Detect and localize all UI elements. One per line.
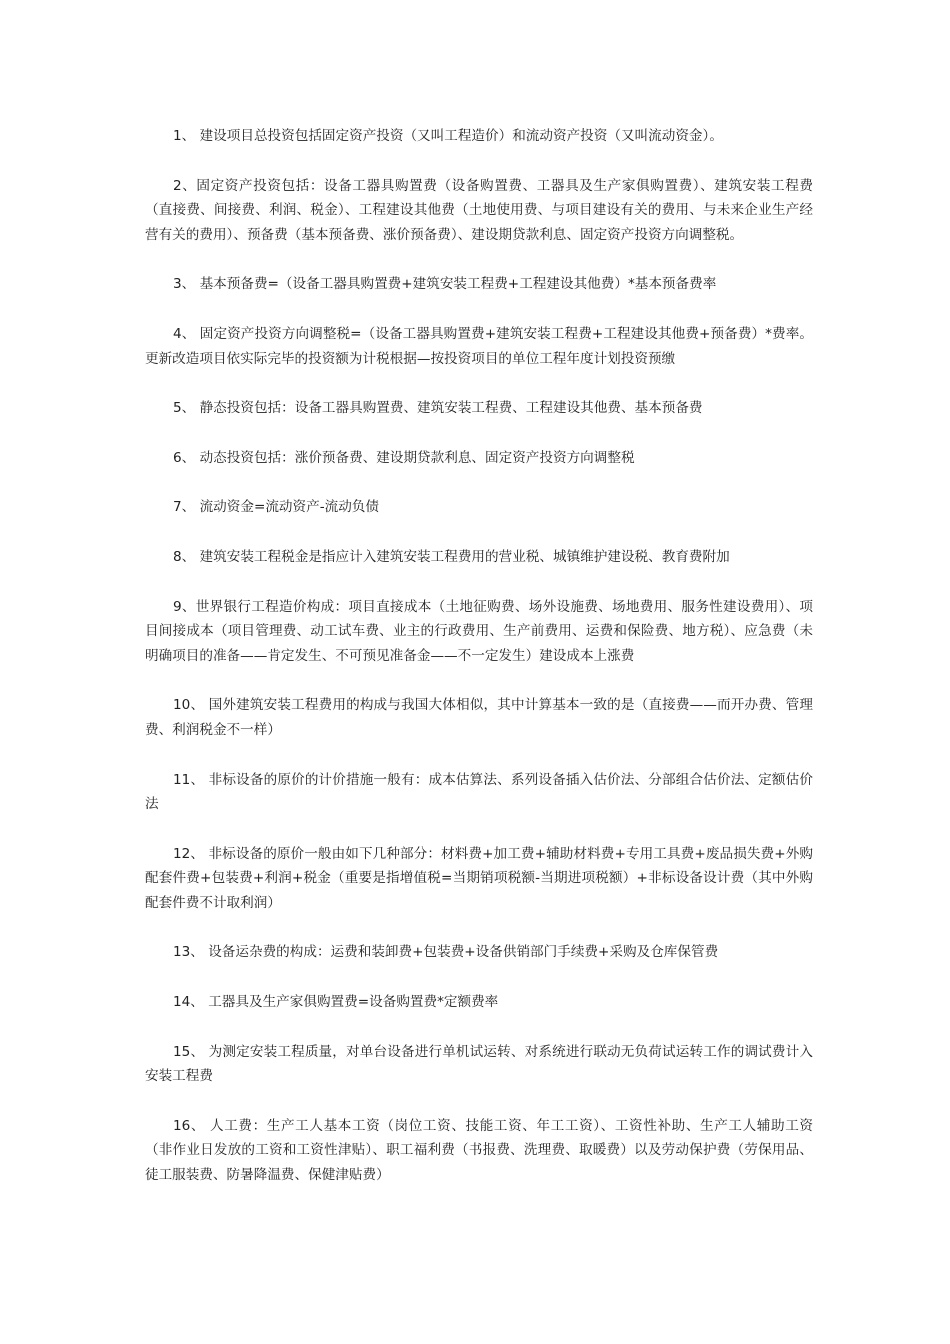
paragraph-16: 16、 人工费：生产工人基本工资（岗位工资、技能工资、年工工资）、工资性补助、生产工人辅助工资（非作业日发放的工资和工资性津贴）、职工福利费（书报费、洗理费、取暖费）以及劳动保护费（劳保用品、徒工服装费、防暑降温费、保健津贴费） bbox=[145, 1117, 813, 1184]
paragraph-3: 3、 基本预备费=（设备工器具购置费+建筑安装工程费+工程建设其他费）*基本预备费率 bbox=[173, 276, 717, 293]
paragraph-6: 6、 动态投资包括：涨价预备费、建设期贷款利息、固定资产投资方向调整税 bbox=[173, 449, 635, 466]
paragraph-15: 15、 为测定安装工程质量，对单台设备进行单机试运转、对系统进行联动无负荷试运转工作的调试费计入安装工程费 bbox=[145, 1043, 813, 1085]
paragraph-11: 11、 非标设备的原价的计价措施一般有：成本估算法、系列设备插入估价法、分部组合估价法、定额估价法 bbox=[145, 771, 813, 813]
paragraph-7: 7、 流动资金=流动资产-流动负债 bbox=[173, 499, 379, 516]
paragraph-10: 10、 国外建筑安装工程费用的构成与我国大体相似，其中计算基本一致的是（直接费——而开办费、管理费、利润税金不一样） bbox=[145, 697, 813, 738]
paragraph-14: 14、 工器具及生产家俱购置费=设备购置费*定额费率 bbox=[173, 994, 499, 1011]
paragraph-12: 12、 非标设备的原价一般由如下几种部分：材料费+加工费+辅助材料费+专用工具费+废品损失费+外购配套件费+包装费+利润+税金（重要是指增值税=当期销项税额-当期进项税额）+非标设备设计费（其中外购配套件费不计取利润） bbox=[145, 845, 813, 911]
paragraph-5: 5、 静态投资包括：设备工器具购置费、建筑安装工程费、工程建设其他费、基本预备费 bbox=[173, 400, 703, 417]
paragraph-2: 2、固定资产投资包括：设备工器具购置费（设备购置费、工器具及生产家俱购置费）、建筑安装工程费（直接费、间接费、利润、税金）、工程建设其他费（土地使用费、与项目建设有关的费用、与未来企业生产经营有关的费用）、预备费（基本预备费、涨价预备费）、建设期贷款利息、固定资产投资方向调整税。 bbox=[145, 177, 813, 243]
paragraph-13: 13、 设备运杂费的构成：运费和装卸费+包装费+设备供销部门手续费+采购及仓库保管费 bbox=[173, 944, 719, 961]
paragraph-9: 9、世界银行工程造价构成：项目直接成本（土地征购费、场外设施费、场地费用、服务性建设费用）、项目间接成本（项目管理费、动工试车费、业主的行政费用、生产前费用、运费和保险费、地方税）、应急费（未明确项目的准备——肯定发生、不可预见准备金——不一定发生）建设成本上涨费 bbox=[145, 598, 813, 664]
paragraph-1: 1、 建设项目总投资包括固定资产投资（又叫工程造价）和流动资产投资（又叫流动资金）。 bbox=[173, 128, 723, 144]
document-body bbox=[145, 124, 813, 1213]
paragraph-4: 4、 固定资产投资方向调整税=（设备工器具购置费+建筑安装工程费+工程建设其他费+预备费）*费率。更新改造项目依实际完毕的投资额为计税根据—按投资项目的单位工程年度计划投资预缴 bbox=[145, 325, 813, 367]
paragraph-8: 8、 建筑安装工程税金是指应计入建筑安装工程费用的营业税、城镇维护建设税、教育费附加 bbox=[173, 548, 730, 565]
